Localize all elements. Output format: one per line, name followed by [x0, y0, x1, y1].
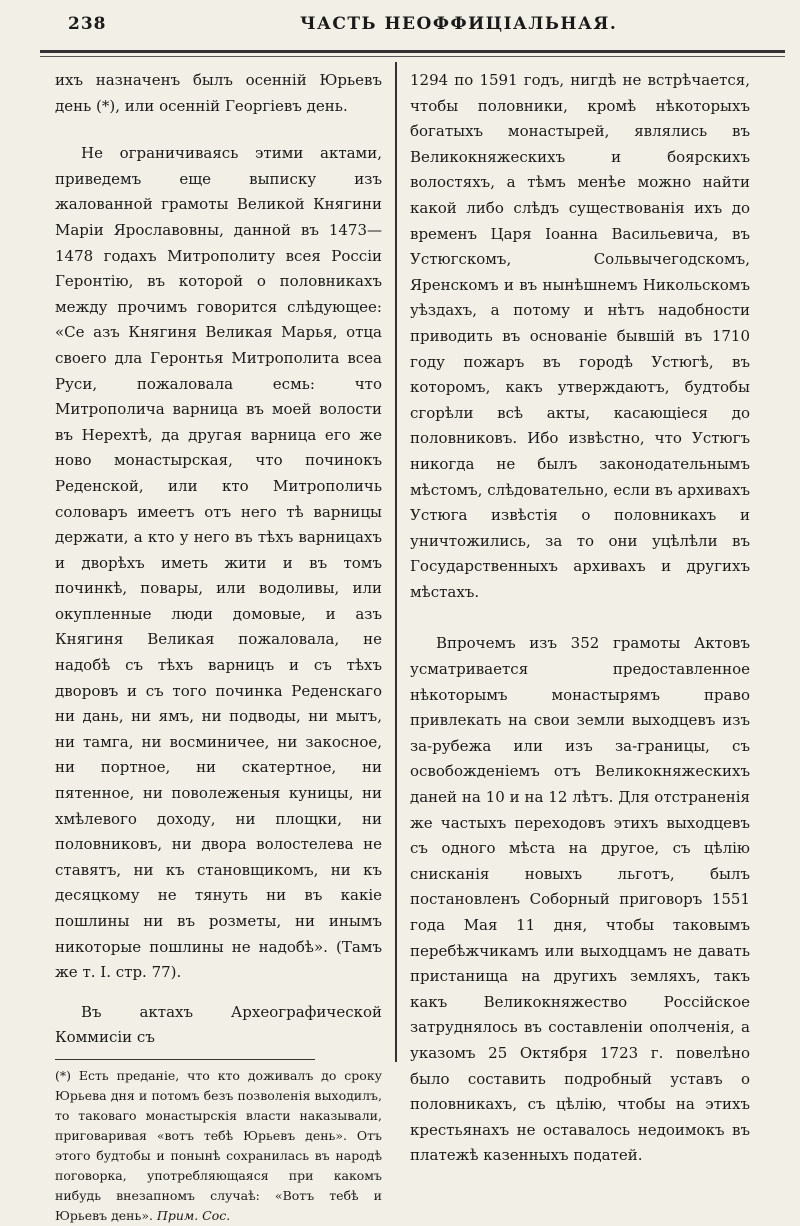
left-paragraph-1: ихъ назначенъ былъ осенній Юрьевъ день (*), или осенній Георгіевъ день. [55, 71, 382, 115]
footnote-rule [55, 1059, 315, 1060]
header-rule-thin [40, 56, 785, 57]
right-paragraph-2: Впрочемъ изъ 352 грамоты Актовъ усматривается предоставленное нѣкоторымъ монастырямъ право привлекать на свои земли выходцевъ изъ за-рубежа или изъ за-границы, съ освобожденіемъ отъ Великокняжескихъ даней на 10 и на 12 лѣтъ. Для отстраненія же частыхъ переходовъ этихъ выходцевъ съ одного мѣста на другое, съ цѣлію сниcканія новыхъ льготъ, былъ постановленъ Соборный приговоръ 1551 года Мая 11 дня, чтобы таковымъ перебѣжчикамъ или выходцамъ не давать пристанища на другихъ земляхъ, такъ какъ Великокняжество Россійское затруднялось въ составленіи ополченія, а указомъ 25 Октября 1723 г. повелѣно было составить подробный уставъ о половникахъ, съ цѣлію, чтобы на этихъ крестьянахъ не оставалось недоимокъ въ платежѣ казенныхъ податей. [410, 634, 750, 1165]
right-paragraph-1: 1294 по 1591 годъ, нигдѣ не встрѣчается, чтобы половники, кромѣ нѣкоторыхъ богатыхъ монастырей, являлись въ Великокняжескихъ и боярскихъ волостяхъ, а тѣмъ менѣе можно найти какой либо слѣдъ существованія ихъ до временъ Царя Іоанна Васильевича, въ Устюгскомъ, Сольвычегодскомъ, Яренскомъ и въ нынѣшнемъ Никольскомъ уѣздахъ, а потому и нѣтъ надобности приводить въ основаніе бывшій въ 1710 году пожаръ въ городѣ Устюгѣ, въ которомъ, какъ утверждаютъ, будтобы сгорѣли всѣ акты, касающіеся до половниковъ. Ибо извѣстно, что Устюгъ никогда не былъ законодательнымъ мѣстомъ, слѣдовательно, если въ архивахъ Устюга извѣстія о половникахъ и уничтожились, за то они уцѣлѣли въ Государственныхъ архивахъ и другихъ мѣстахъ. [410, 71, 750, 601]
header-rule [40, 50, 785, 53]
page-number: 238 [68, 14, 107, 34]
right-column [410, 68, 750, 1169]
left-paragraph-3: Въ актахъ Археографической Коммисіи съ [55, 1002, 382, 1047]
left-column [55, 68, 382, 1226]
footnote-text: (*) Есть преданіе, что кто доживалъ до сроку Юрьева дня и потомъ безъ позволенія выходилъ, то таковаго монастырскія власти наказывали, приговаривая «вотъ тебѣ Юрьевъ день». Отъ этого будтобы и понынѣ сохранилась въ народѣ поговорка, употребляющаяся при какомъ нибудь внезапномъ случаѣ: «Вотъ тебѣ и Юрьевъ день». [55, 1067, 382, 1223]
footnote [55, 1066, 382, 1226]
footnote-signature: Прим. Сос. [156, 1207, 231, 1223]
left-paragraph-2: Не ограничиваясь этими актами, приведемъ еще выписку изъ жалованной грамоты Великой Княгини Маріи Ярославовны, данной въ 1473—1478 годахъ Митрополиту всея Россіи Геронтію, въ которой о половникахъ между прочимъ говорится слѣдующее: «Се азъ Княгиня Великая Марья, отца своего дла Геронтья Митрополита всеа Руси, пожаловала есмь: что Митрополича варница въ моей волости въ Нерехтѣ, да другая варница его же ново монастырская, что починокъ Реденской, или кто Митрополичь соловаръ имеетъ отъ него тѣ варницы держати, а кто у него въ тѣхъ варницахъ и дворѣхъ иметь жити и въ томъ починкѣ, повары, или водоливы, или окупленные люди домовые, и азъ Княгиня Великая пожаловала, не надобѣ съ тѣхъ варницъ и съ тѣхъ дворовъ и съ того починка Реденскаго ни дань, ни ямъ, ни подводы, ни мытъ, ни тамга, ни восминичее, ни закосное, ни портное, ни скатертное, ни пятенное, ни поволеженыя куницы, ни хмѣлевого доходу, ни площки, ни половниковъ, ни двора волостелева не ставятъ, ни къ становщикомъ, ни къ десяцкому не тянуть ни въ какіе пошлины ни въ розметы, ни инымъ никоторые пошлины не надобѣ». (Тамъ же т. I. стр. 77). [55, 144, 382, 982]
column-divider [395, 62, 397, 1062]
running-head: ЧАСТЬ НЕОФФИЦІАЛЬНАЯ. [300, 14, 618, 34]
page-header [40, 8, 780, 36]
